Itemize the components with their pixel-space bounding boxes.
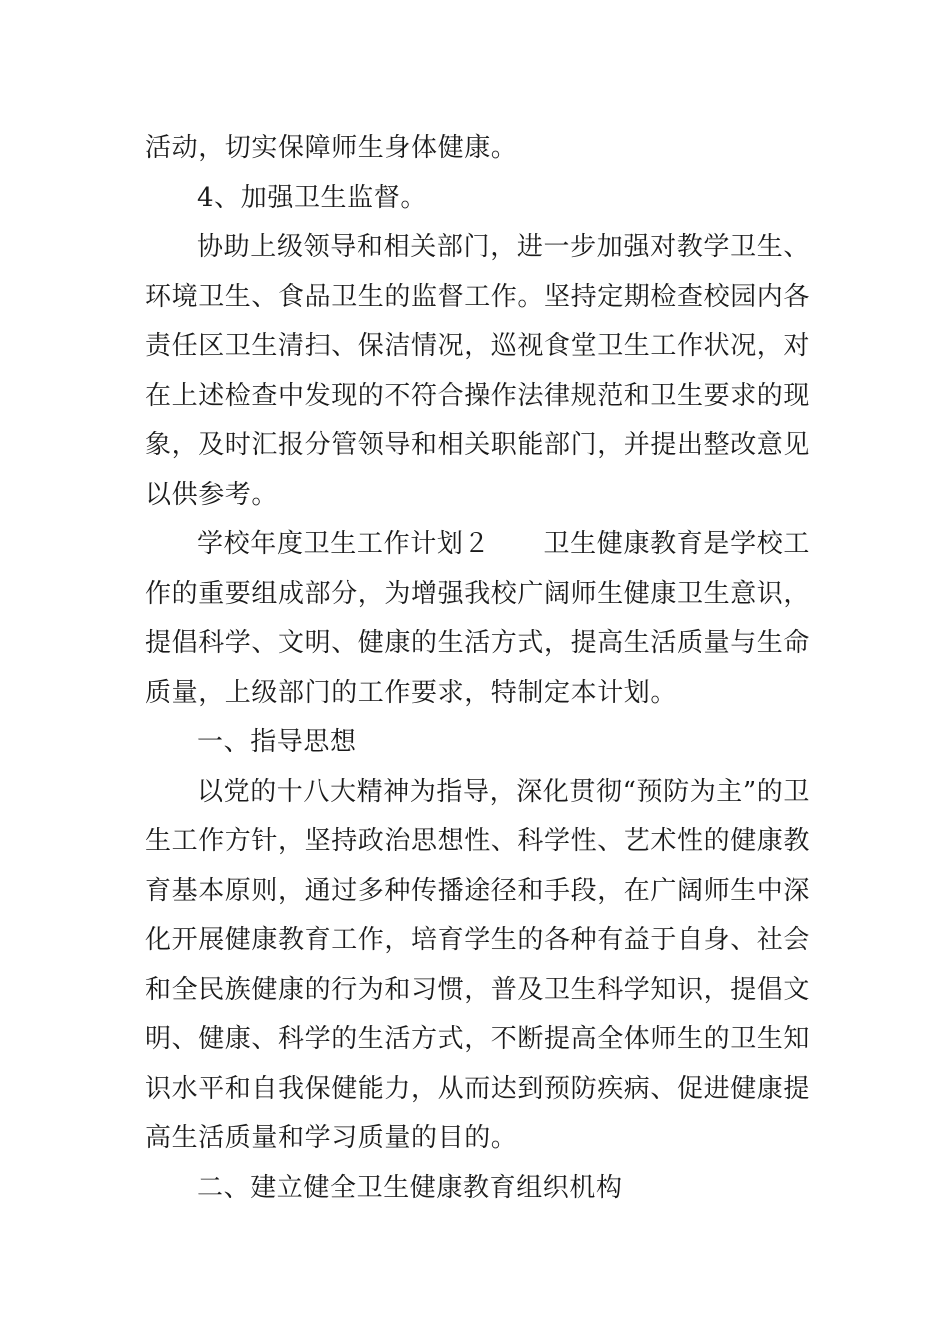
paragraph-continuation: 活动，切实保障师生身体健康。 [145,133,518,163]
section-heading-organization: 二、建立健全卫生健康教育组织机构 [197,1172,623,1203]
document-page [145,124,810,1213]
paragraph-guiding-ideology: 以党的十八大精神为指导，深化贯彻“预防为主”的卫生工作方针，坚持政治思想性、科学性、艺术性的健康教育基本原则，通过多种传播途径和手段，在广阔师生中深化开展健康教育工作，培育学生的各种有益于自身、社会和全民族健康的行为和习惯，普及卫生科学知识，提倡文明、健康、科学的生活方式，不断提高全体师生的卫生知识水平和自我保健能力，从而达到预防疾病、促进健康提高生活质量和学习质量的目的。 [145,776,811,1153]
section-heading-supervision: 4、加强卫生监督。 [197,182,427,213]
paragraph-plan-2-intro: 学校年度卫生工作计划２ 卫生健康教育是学校工作的重要组成部分，为增强我校广阔师生健康卫生意识，提倡科学、文明、健康的生活方式，提高生活质量与生命质量，上级部门的工作要求，特制定本计划。 [145,529,811,708]
paragraph-supervision: 协助上级领导和相关部门，进一步加强对教学卫生、环境卫生、食品卫生的监督工作。坚持定期检查校园内各责任区卫生清扫、保洁情况，巡视食堂卫生工作状况，对在上述检查中发现的不符合操作法律规范和卫生要求的现象，及时汇报分管领导和相关职能部门，并提出整改意见以供参考。 [145,232,811,510]
section-heading-guiding-ideology: 一、指导思想 [197,727,357,757]
